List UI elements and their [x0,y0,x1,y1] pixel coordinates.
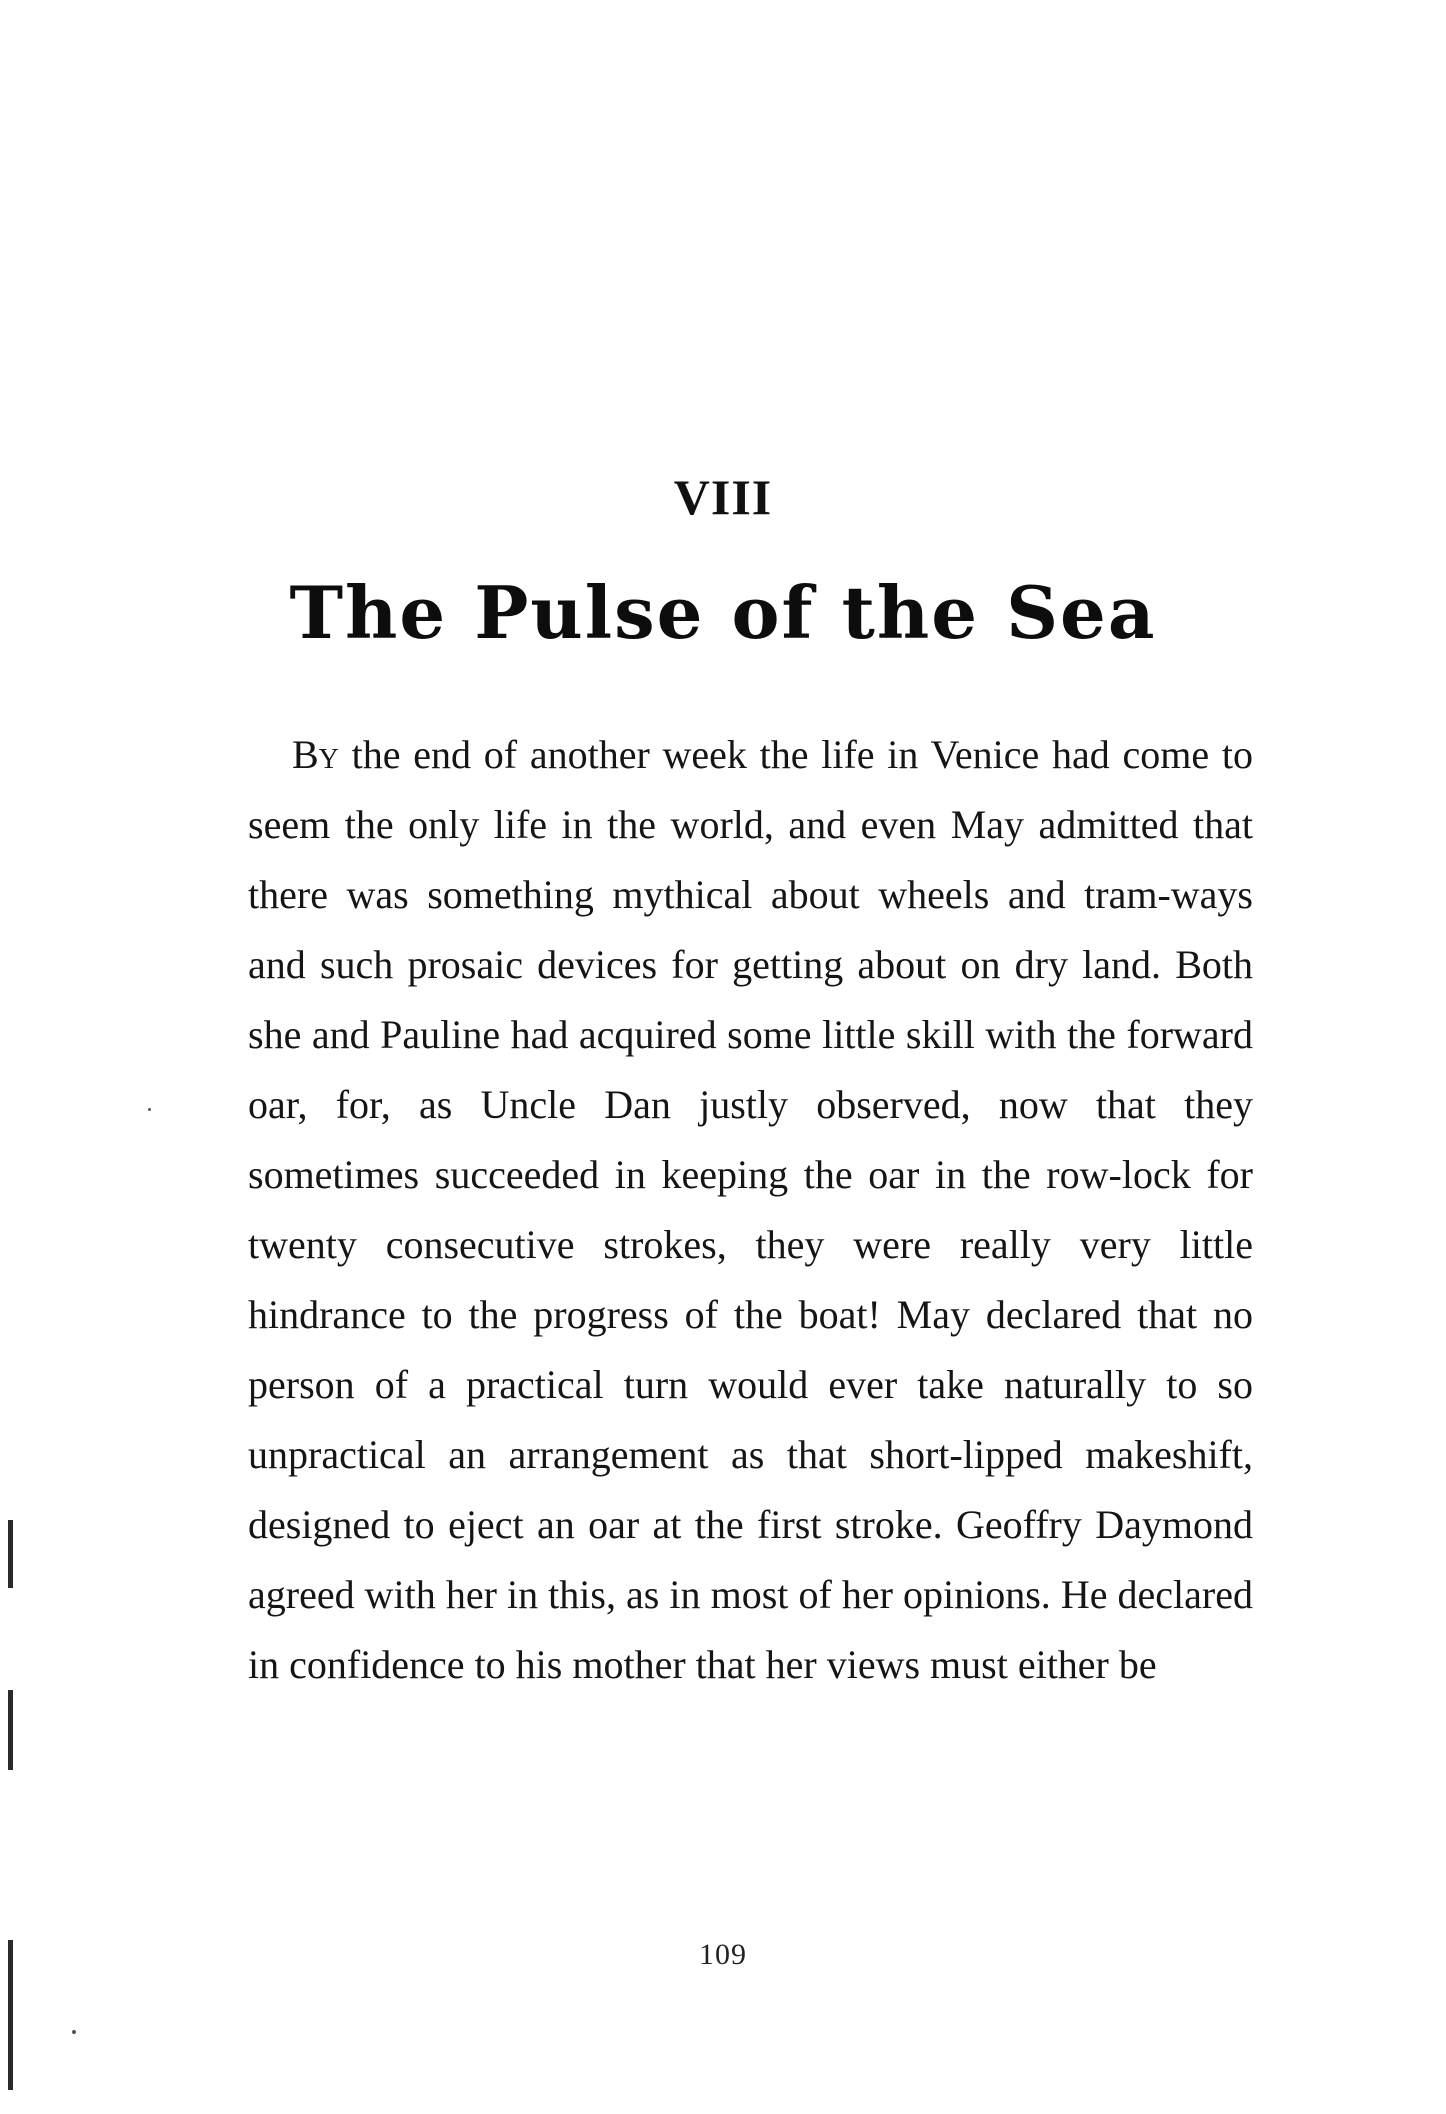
body-text [248,720,1253,1700]
drop-word: By [292,732,339,777]
page-number: 109 [699,1938,747,1971]
scan-artifact [8,1520,13,1588]
scan-artifact [8,1690,13,1770]
scan-speck [148,1108,151,1111]
scan-artifact [8,1940,13,2090]
paragraph-text: the end of another week the life in Venice had come to seem the only life in the world, and even May admitted that there was something mythical about wheels and tram-ways and such prosaic devices for getting about on dry land. Both she and Pauline had acquired some little skill with the forward oar, for, as Uncle Dan justly observed, now that they sometimes succeeded in keeping the oar in the row-lock for twenty consecutive strokes, they were really very little hindrance to the progress of the boat! May declared that no person of a practical turn would ever take naturally to so unpractical an arrangement as that short-lipped makeshift, designed to eject an oar at the first stroke. Geoffry Daymond agreed with her in this, as in most of her opinions. He declared in confidence to his mother that her views must either be [248,732,1253,1687]
scan-speck [72,2030,76,2034]
chapter-number: VIII [673,469,773,525]
chapter-title: The Pulse of the Sea [289,570,1157,655]
paragraph [248,720,1253,1700]
